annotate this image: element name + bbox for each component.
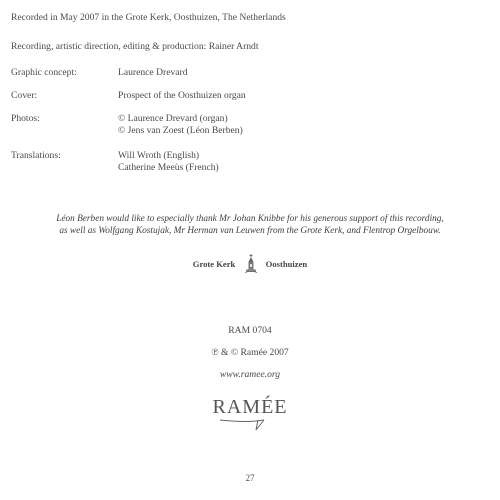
page-number: 27 xyxy=(245,473,255,483)
credit-value: © Laurence Drevard (organ) xyxy=(118,113,228,124)
church-logo xyxy=(0,254,500,274)
logo-swash-icon xyxy=(218,417,282,431)
credit-value: Catherine Meeùs (French) xyxy=(118,162,219,173)
credit-label: Graphic concept: xyxy=(11,67,77,78)
church-logo-right-word: Oosthuizen xyxy=(265,259,308,269)
credit-label: Photos: xyxy=(11,113,40,124)
acknowledgement xyxy=(0,213,500,237)
website-link[interactable]: www.ramee.org xyxy=(219,369,281,380)
acknowledgement-line: as well as Wolfgang Kostujak, Mr Herman van Leuwen from the Grote Kerk, and Flentrop Orgelbouw. xyxy=(59,226,441,236)
credit-value: Will Wroth (English) xyxy=(118,150,200,161)
credit-label: Translations: xyxy=(11,150,61,161)
catalog-number: RAM 0704 xyxy=(228,325,272,336)
production-credit: Recording, artistic direction, editing & production: Rainer Arndt xyxy=(11,41,259,52)
acknowledgement-line: Léon Berben would like to especially thank Mr Johan Knibbe for his generous support of this recording, xyxy=(56,214,444,224)
church-logo-left-word: Grote Kerk xyxy=(192,259,236,269)
church-tower-icon xyxy=(244,254,258,274)
credit-label: Cover: xyxy=(11,90,38,101)
ramee-logo-text: RAMÉE xyxy=(212,396,288,418)
copyright-notice: ℗ & © Ramée 2007 xyxy=(211,347,289,358)
recording-location: Recorded in May 2007 in the Grote Kerk, Oosthuizen, The Netherlands xyxy=(11,12,286,23)
credit-value: Prospect of the Oosthuizen organ xyxy=(118,90,246,101)
credit-value: Laurence Drevard xyxy=(118,67,188,78)
ramee-logo xyxy=(0,396,500,431)
credit-value: © Jens van Zoest (Léon Berben) xyxy=(118,125,243,136)
